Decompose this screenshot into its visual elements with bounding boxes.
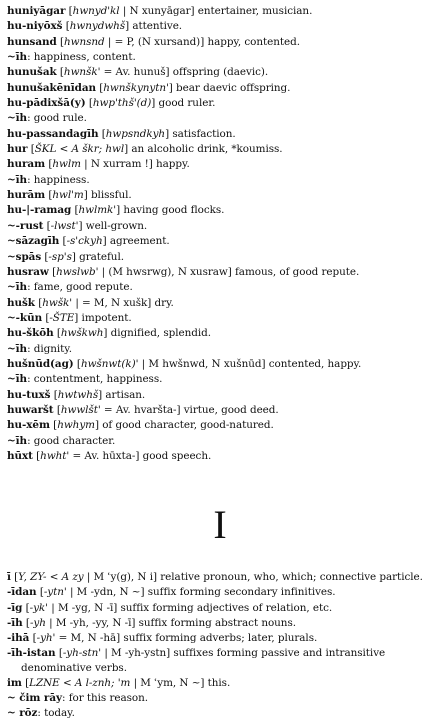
dictionary-entry: hurām [hwl'm] blissful. (7, 189, 132, 202)
definition: | = P, (N xursand)] happy, contented. (104, 35, 300, 48)
dictionary-entry: ~spās [-sp's] grateful. (7, 250, 124, 263)
dictionary-entry: hu-niyōxš [hwnydwhš] attentive. (7, 20, 183, 33)
transcription: -ŠTE (49, 311, 75, 324)
definition: | M ʿy(g), N i] relative pronoun, who, which; connective particle. (83, 571, 423, 584)
dictionary-entry: hu-xēm [hwhym] of good character, good-natured. (7, 419, 274, 432)
dictionary-entry: hu-škōh [hwškwh] dignified, splendid. (7, 327, 211, 340)
dictionary-entry: -īh [-yh | M -yh, -yy, N -ī] suffix forming abstract nouns. (7, 616, 296, 629)
definition: : happiness, content. (27, 51, 136, 64)
headword: ~ čim rāy (7, 692, 63, 705)
dictionary-entry: husraw [hwslwb' | (M hwsrwg), N xusraw] famous, of good repute. (7, 265, 360, 278)
dictionary-entry: ~sāzagīh [-s'ckyh] agreement. (7, 235, 170, 248)
definition: | M -yg, N -ī] suffix forming adjectives of relation, etc. (48, 601, 333, 614)
headword: hu-tuxš (7, 388, 51, 401)
definition: : contentment, happiness. (27, 373, 163, 386)
transcription: hwšk' (42, 296, 73, 309)
definition: : fame, good repute. (27, 281, 133, 294)
definition: ] dignified, splendid. (103, 327, 211, 340)
dictionary-entry (7, 372, 433, 387)
headword: im (7, 676, 22, 689)
definition: ] attentive. (125, 20, 183, 33)
definition: ] well-grown. (78, 219, 148, 232)
headword: husraw (7, 265, 49, 278)
transcription: ŠKL < A škr; hwl (34, 143, 125, 156)
headword: huwaršt (7, 403, 54, 416)
definition: : dignity. (27, 342, 72, 355)
dictionary-entry: im [LZNE < A l-znh; 'm | M ʿym, N ~] this. (7, 676, 231, 689)
dictionary-entry (7, 434, 433, 449)
transcription: hwhym (57, 419, 95, 432)
definition: = Av. hvaršta-] virtue, good deed. (100, 403, 279, 416)
definition: | M ʿym, N ~] this. (130, 676, 231, 689)
headword: ~īh (7, 112, 28, 125)
transcription: -yk' (29, 601, 48, 614)
definition: = M, N -hā] suffix forming adverbs; later, plurals. (55, 631, 318, 644)
transcription: hwp'thš'(d) (92, 97, 152, 110)
definition: | M -ydn, N ~] suffix forming secondary infinitives. (66, 586, 336, 599)
definition: ] agreement. (102, 235, 170, 248)
dictionary-entry: hunušakēnīdan [hwnškynytn'] bear daevic offspring. (7, 81, 291, 94)
definition: | N xunyāgar] entertainer, musician. (119, 5, 313, 17)
headword: hu-passandagīh (7, 127, 99, 140)
dictionary-entry: -īh-istan [-yh-stn' | M -yh-ystn] suffixes forming passive and intransitive denominative verbs. (7, 646, 386, 674)
dictionary-entry (7, 173, 433, 188)
headword: huniyāgar (7, 5, 66, 17)
definition: ] satisfaction. (165, 127, 236, 140)
headword: ~īh (7, 373, 28, 386)
headword: hūxt (7, 449, 33, 462)
transcription: hwslwb' (56, 265, 99, 278)
headword: hušk (7, 296, 35, 309)
definition: : for this reason. (62, 692, 149, 705)
headword: hu-pādixšā(y) (7, 97, 86, 110)
headword: hušnūd(ag) (7, 357, 74, 370)
headword: ~īh (7, 434, 28, 447)
section-letter: I (213, 502, 227, 548)
dictionary-entry: hušnūd(ag) [hwšnwt(k)' | M hwšnwd, N xušnūd] contented, happy. (7, 357, 362, 370)
definition: = Av. hunuš] offspring (daevic). (100, 66, 269, 79)
transcription: hwnškynytn' (103, 81, 169, 94)
transcription: hwlmk' (78, 204, 117, 217)
headword: ~ rōz (7, 707, 38, 720)
transcription: hwl'm (52, 189, 84, 202)
headword: ~-kūn (7, 311, 43, 324)
headword: hunušakēnīdan (7, 81, 97, 94)
headword: hu-|-ramag (7, 204, 72, 217)
headword: hu-xēm (7, 419, 50, 432)
dictionary-entry (7, 691, 433, 706)
definition: | M -yh, -yy, N -ī] suffix forming abstract nouns. (45, 616, 296, 629)
dictionary-entry: -īg [-yk' | M -yg, N -ī] suffix forming adjectives of relation, etc. (7, 601, 333, 614)
definition: : good rule. (27, 112, 87, 125)
headword: ~īh (7, 281, 28, 294)
transcription: hwpsndkyh (105, 127, 166, 140)
dictionary-entry: hu-tuxš [hwtwhš] artisan. (7, 388, 146, 401)
headword: ~īh (7, 173, 28, 186)
definition: ] having good flocks. (116, 204, 225, 217)
dictionary-entry: -ihā [-yh' = M, N -hā] suffix forming adverbs; later, plurals. (7, 631, 318, 644)
headword: ~spās (7, 250, 42, 263)
transcription: -yh (29, 616, 46, 629)
dictionary-entry: hūxt [hwht' = Av. hūxta-] good speech. (7, 449, 212, 462)
dictionary-entry: huniyāgar [hwnyd'kl | N xunyāgar] entertainer, musician. (7, 5, 313, 17)
definition: : happiness. (27, 173, 90, 186)
transcription: LZNE < A l-znh; 'm (29, 676, 131, 689)
dictionary-entry: ~-rust [-lwst'] well-grown. (7, 219, 148, 232)
dictionary-entry: hu-pādixšā(y) [hwp'thš'(d)] good ruler. (7, 97, 216, 110)
transcription: -lwst' (50, 219, 79, 232)
headword: ~īh (7, 342, 28, 355)
headword: hu-škōh (7, 327, 54, 340)
transcription: -yh' (36, 631, 56, 644)
headword: -īg (7, 601, 23, 614)
definition: | (M hwsrwg), N xusraw] famous, of good repute. (98, 265, 360, 278)
dictionary-entry: hu-passandagīh [hwpsndkyh] satisfaction. (7, 127, 236, 140)
headword: hunušak (7, 66, 57, 79)
headword: -īh-istan (7, 646, 56, 659)
dictionary-page (7, 4, 433, 721)
dictionary-entry: hušk [hwšk' | = M, N xušk] dry. (7, 296, 174, 309)
entries-h (7, 4, 433, 464)
definition: ] impotent. (74, 311, 132, 324)
definition: ] an alcoholic drink, *koumiss. (124, 143, 283, 156)
entries-i (7, 570, 433, 721)
dictionary-entry (7, 342, 433, 357)
headword: hu-niyōxš (7, 20, 63, 33)
headword: -īdan (7, 586, 37, 599)
transcription: hwnyd'kl (72, 5, 120, 17)
definition: | M hwšnwd, N xušnūd] contented, happy. (138, 357, 362, 370)
transcription: hwnydwhš (69, 20, 126, 33)
definition: ] grateful. (71, 250, 124, 263)
transcription: hwht' (40, 449, 70, 462)
headword: ~sāzagīh (7, 235, 60, 248)
dictionary-entry (7, 706, 433, 721)
transcription: hwlm (52, 158, 81, 171)
definition: | M -yh-ystn] suffixes forming passive and intransitive denominative verbs. (21, 646, 386, 674)
dictionary-entry: ~-kūn [-ŠTE] impotent. (7, 311, 132, 324)
headword: huram (7, 158, 46, 171)
transcription: hwnšk' (63, 66, 101, 79)
dictionary-entry (7, 111, 433, 126)
dictionary-entry: hunsand [hwnsnd | = P, (N xursand)] happy, contented. (7, 35, 300, 48)
transcription: -yh-stn' (62, 646, 102, 659)
definition: ] good ruler. (151, 97, 216, 110)
dictionary-entry (7, 50, 433, 65)
transcription: -ytn' (43, 586, 67, 599)
headword: ~īh (7, 51, 28, 64)
headword: -ihā (7, 631, 30, 644)
transcription: hwškwh (60, 327, 104, 340)
dictionary-entry: hu-|-ramag [hwlmk'] having good flocks. (7, 204, 225, 217)
transcription: hwtwhš (57, 388, 99, 401)
definition: ] blissful. (83, 189, 132, 202)
definition: | = M, N xušk] dry. (72, 296, 174, 309)
headword: hunsand (7, 35, 57, 48)
transcription: -sp's (48, 250, 72, 263)
definition: | N xurram !] happy. (80, 158, 190, 171)
headword: ~-rust (7, 219, 44, 232)
transcription: hwwlšt' (60, 403, 101, 416)
dictionary-entry: hunušak [hwnšk' = Av. hunuš] offspring (daevic). (7, 66, 269, 79)
definition: ] artisan. (98, 388, 146, 401)
dictionary-entry: huwaršt [hwwlšt' = Av. hvaršta-] virtue, good deed. (7, 403, 279, 416)
headword: hurām (7, 189, 46, 202)
transcription: -s'ckyh (66, 235, 103, 248)
transcription: hwšnwt(k)' (80, 357, 139, 370)
dictionary-entry: ī [Y, ZY- < A zy | M ʿy(g), N i] relative pronoun, who, which; connective particle. (7, 571, 423, 584)
headword: hur (7, 143, 28, 156)
headword: ī (7, 571, 11, 584)
dictionary-entry: hur [ŠKL < A škr; hwl] an alcoholic drink, *koumiss. (7, 143, 283, 156)
dictionary-entry: huram [hwlm | N xurram !] happy. (7, 158, 190, 171)
dictionary-entry: -īdan [-ytn' | M -ydn, N ~] suffix forming secondary infinitives. (7, 586, 336, 599)
definition: : today. (37, 707, 75, 720)
dictionary-entry (7, 280, 433, 295)
definition: = Av. hūxta-] good speech. (69, 449, 212, 462)
definition: : good character. (27, 434, 116, 447)
transcription: Y, ZY- < A zy (18, 571, 84, 584)
definition: ] bear daevic offspring. (168, 81, 291, 94)
headword: -īh (7, 616, 23, 629)
transcription: hwnsnd (63, 35, 105, 48)
definition: ] of good character, good-natured. (94, 419, 274, 432)
